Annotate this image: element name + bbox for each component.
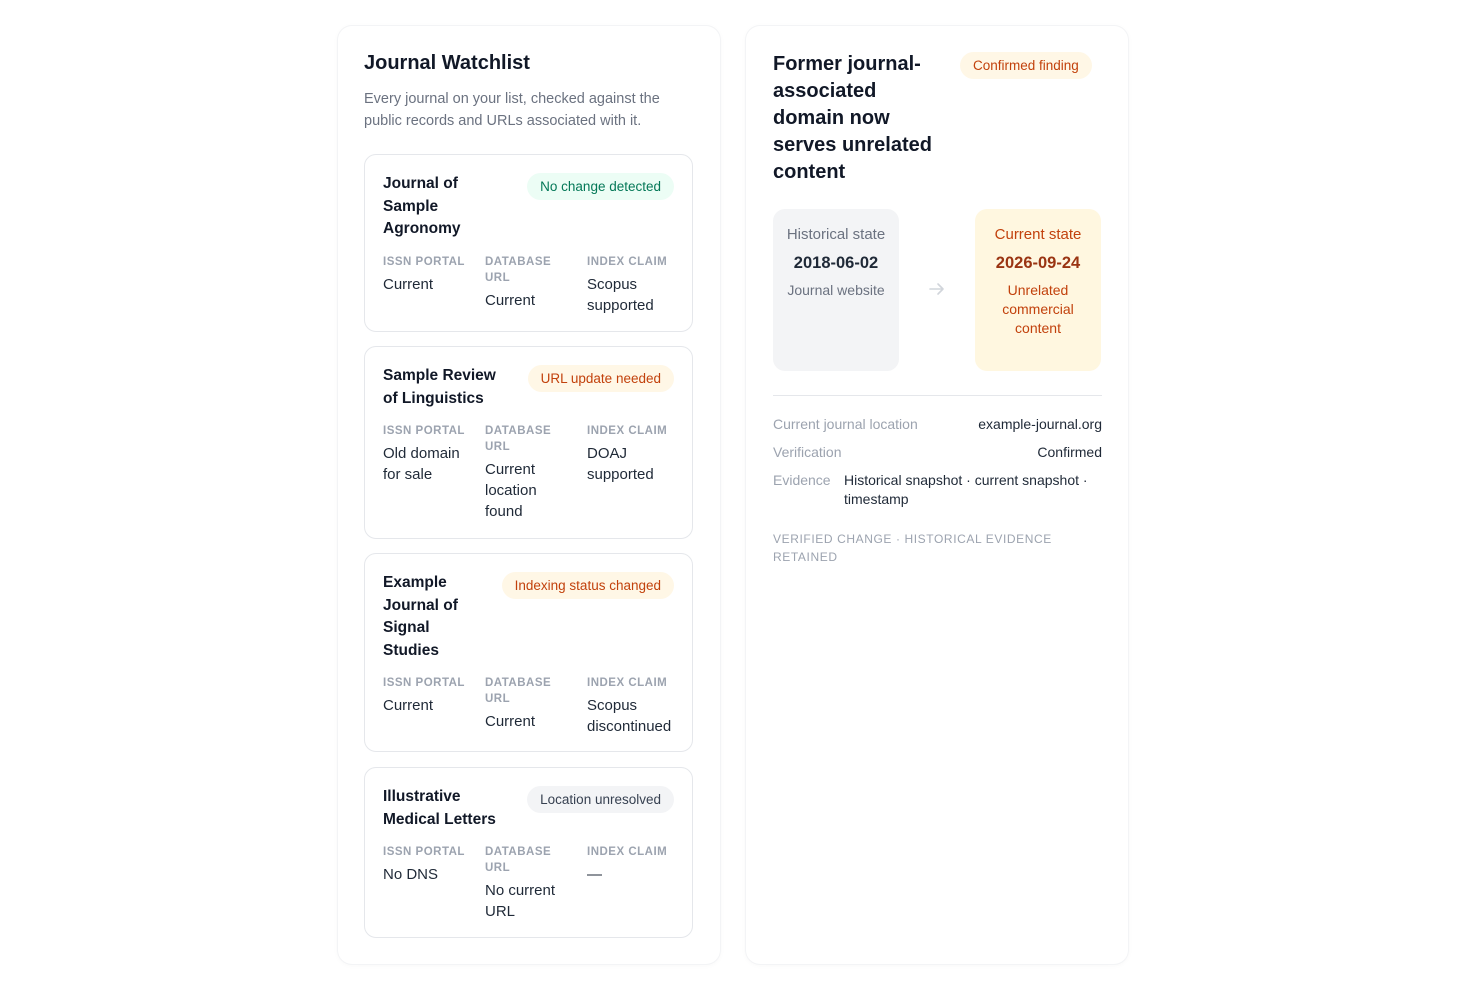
evidence-row xyxy=(773,471,1102,509)
status-badge: URL update needed xyxy=(528,365,674,392)
issn-field xyxy=(383,675,485,737)
location-label: Current journal location xyxy=(773,416,918,432)
divider xyxy=(773,395,1102,396)
index-label: INDEX CLAIM xyxy=(587,846,668,858)
index-value: DOAJ supported xyxy=(587,445,654,483)
issn-value: Current xyxy=(383,697,434,714)
journal-card[interactable] xyxy=(364,154,693,332)
historical-state-box xyxy=(773,209,899,371)
issn-label: ISSN PORTAL xyxy=(383,677,465,689)
verification-value: Confirmed xyxy=(1037,444,1102,460)
journal-card[interactable] xyxy=(364,767,693,938)
issn-field xyxy=(383,423,485,522)
db-label: DATABASE URL xyxy=(485,846,552,874)
footer-note: VERIFIED CHANGE · HISTORICAL EVIDENCE RETAINED xyxy=(773,532,1052,564)
watchlist-subtitle: Every journal on your list, checked against the public records and URLs associated with it. xyxy=(364,91,660,129)
issn-label: ISSN PORTAL xyxy=(383,846,465,858)
current-state-date: 2026-09-24 xyxy=(995,254,1081,272)
status-badge: No change detected xyxy=(527,173,674,200)
status-badge: Location unresolved xyxy=(527,786,674,813)
journal-fields xyxy=(383,254,687,316)
db-label: DATABASE URL xyxy=(485,425,552,453)
evidence-label: Evidence xyxy=(773,472,831,488)
db-field xyxy=(485,844,587,922)
finding-title: Former journal-associated domain now serves unrelated content xyxy=(773,53,932,183)
journal-card[interactable] xyxy=(364,553,693,752)
issn-field xyxy=(383,844,485,922)
index-value: — xyxy=(587,866,602,883)
index-label: INDEX CLAIM xyxy=(587,256,668,268)
index-field xyxy=(587,254,687,316)
location-value[interactable]: example-journal.org xyxy=(978,416,1102,432)
current-state-desc: Unrelated commercial content xyxy=(1002,282,1074,336)
watchlist-title: Journal Watchlist xyxy=(364,52,530,74)
current-state-label: Current state xyxy=(994,226,1082,243)
verification-label: Verification xyxy=(773,444,842,460)
historical-state-label: Historical state xyxy=(786,226,886,243)
db-label: DATABASE URL xyxy=(485,256,552,284)
journal-name: Sample Review of Linguistics xyxy=(383,367,496,407)
journal-fields xyxy=(383,675,687,737)
db-value: Current location found xyxy=(485,461,537,520)
index-field xyxy=(587,423,687,522)
current-state-box xyxy=(975,209,1101,371)
journal-fields xyxy=(383,844,687,922)
journal-name: Illustrative Medical Letters xyxy=(383,788,496,828)
issn-value: Old domain for sale xyxy=(383,445,460,483)
historical-state-date: 2018-06-02 xyxy=(793,254,879,272)
issn-label: ISSN PORTAL xyxy=(383,425,465,437)
index-label: INDEX CLAIM xyxy=(587,677,668,689)
confirmed-badge: Confirmed finding xyxy=(960,52,1092,79)
historical-state-desc: Journal website xyxy=(787,282,885,298)
verification-row xyxy=(773,443,1102,462)
journal-fields xyxy=(383,423,687,522)
finding-panel xyxy=(746,26,1128,964)
issn-value: No DNS xyxy=(383,866,439,883)
watchlist-panel xyxy=(338,26,720,964)
index-field xyxy=(587,844,687,922)
evidence-value: Historical snapshot · current snapshot · timestamp xyxy=(844,472,1088,507)
db-value: Current xyxy=(485,292,536,309)
index-value: Scopus supported xyxy=(587,276,654,314)
db-label: DATABASE URL xyxy=(485,677,552,705)
issn-value: Current xyxy=(383,276,434,293)
location-row xyxy=(773,415,1102,434)
status-badge: Indexing status changed xyxy=(502,572,674,599)
db-field xyxy=(485,254,587,316)
arrow-right-icon xyxy=(928,280,946,298)
journal-name: Journal of Sample Agronomy xyxy=(383,175,461,237)
db-field xyxy=(485,423,587,522)
db-field xyxy=(485,675,587,737)
index-field xyxy=(587,675,687,737)
db-value: Current xyxy=(485,713,536,730)
db-value: No current URL xyxy=(485,882,556,920)
index-value: Scopus discontinued xyxy=(587,697,672,735)
journal-name: Example Journal of Signal Studies xyxy=(383,574,458,659)
index-label: INDEX CLAIM xyxy=(587,425,668,437)
issn-field xyxy=(383,254,485,316)
issn-label: ISSN PORTAL xyxy=(383,256,465,268)
journal-card[interactable] xyxy=(364,346,693,539)
